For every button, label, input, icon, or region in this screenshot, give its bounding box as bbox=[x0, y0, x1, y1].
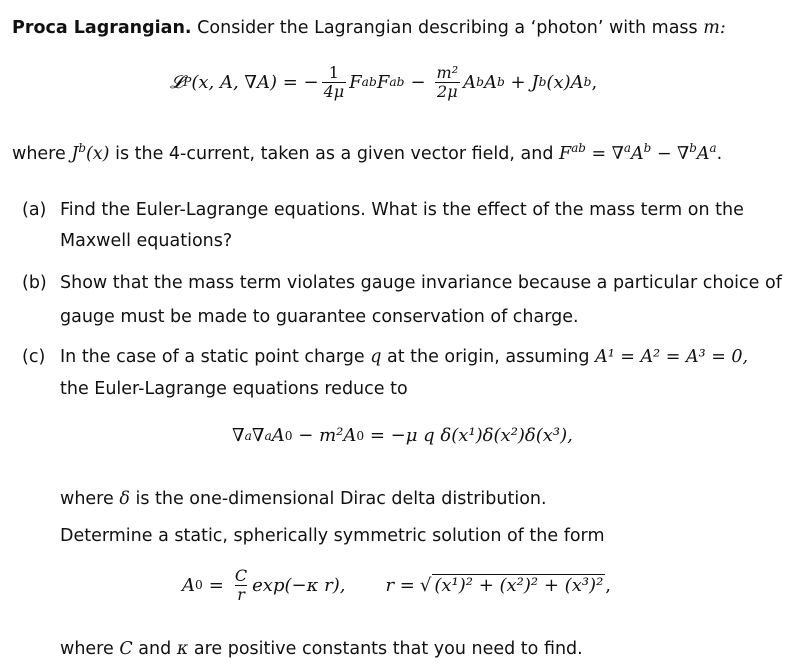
part-b-label: (b) bbox=[22, 273, 47, 293]
part-c-line2: the Euler-Lagrange equations reduce to bbox=[60, 379, 408, 399]
mass-symbol: m: bbox=[703, 18, 726, 38]
reduced-el-equation: ∇ a ∇ a A 0 − m²A 0 = −μ q δ(x¹)δ(x²)δ(x³), bbox=[232, 425, 573, 446]
radicand: (x¹)² + (x²)² + (x³)² bbox=[434, 575, 604, 597]
fraction-m2-over-2mu: $\frac{\text{m²}}{2\mu}$ bbox=[436, 63, 459, 101]
part-a-line2: Maxwell equations? bbox=[60, 231, 233, 251]
fraction-c-over-r: $\frac{C}{r}$ bbox=[234, 566, 248, 604]
part-b-line1: Show that the mass term violates gauge invariance because a particular choice of bbox=[60, 273, 782, 293]
intro-text: Consider the Lagrangian describing a ‘photon’ with mass bbox=[197, 18, 698, 38]
lagrangian-symbol: 𝓛 bbox=[170, 71, 184, 93]
part-c-label: (c) bbox=[22, 347, 46, 367]
part-a-line1: Find the Euler-Lagrange equations. What is the effect of the mass term on the bbox=[60, 200, 744, 220]
part-b-line2: gauge must be made to guarantee conservation of charge. bbox=[60, 307, 579, 327]
fraction-one-over-4mu: $\frac{1}{4\mu}$ bbox=[323, 63, 345, 101]
problem-intro bbox=[12, 18, 726, 38]
delta-definition: where δ is the one-dimensional Dirac delta distribution. bbox=[60, 489, 547, 509]
constants-instruction: where C and κ are positive constants that you need to find. bbox=[60, 639, 583, 659]
solution-form: A 0 = $\frac{C}{r}$ exp(−κ r), r = √ (x¹)² + (x²)² + (x³)² , bbox=[182, 566, 612, 604]
problem-heading: Proca Lagrangian. bbox=[12, 18, 192, 38]
determine-instruction: Determine a static, spherically symmetric solution of the form bbox=[60, 526, 605, 546]
current-definition: where $J^b(x)$ is the 4-current, taken as a given vector field, and $F^{ab} = \nabla^aA^b - \nabla^bA^a$. bbox=[12, 141, 723, 164]
part-c-line1: In the case of a static point charge q at the origin, assuming A¹ = A² = A³ = 0, bbox=[60, 347, 749, 367]
part-a-label: (a) bbox=[22, 200, 47, 220]
lagrangian-equation: 𝓛 P (x, A, ∇A) = − $\frac{1}{4\mu}$ F ab F ab − $\frac{\text{m²}}{2\mu}$ A b A b + J b (x)A b , bbox=[170, 63, 598, 101]
